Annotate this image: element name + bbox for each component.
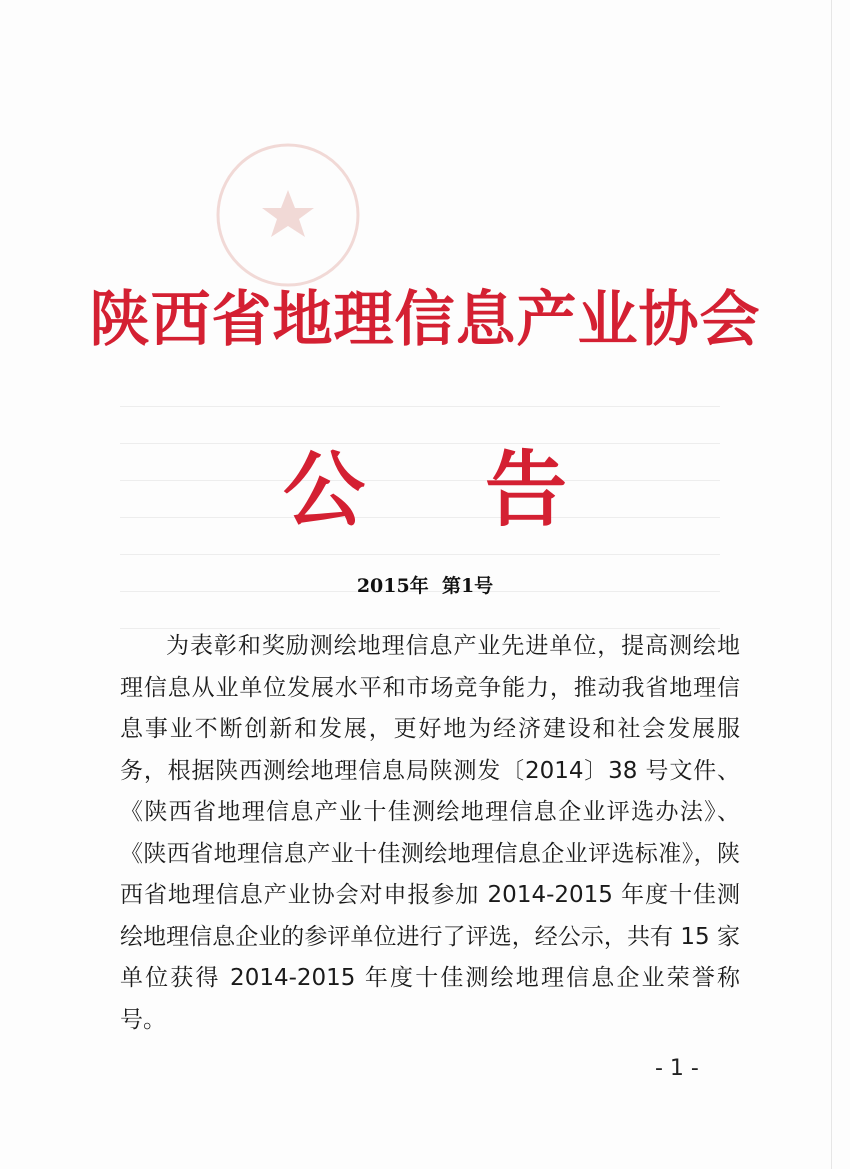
issue-number: 2015年 第1号 xyxy=(356,575,494,597)
page-number: - 1 - xyxy=(655,1056,699,1081)
seal-ghost-icon xyxy=(200,140,376,290)
organization-title: 陕西省地理信息产业协会 xyxy=(89,285,761,355)
notice-title: 公告 xyxy=(282,442,687,538)
body-paragraph: 为表彰和奖励测绘地理信息产业先进单位，提高测绘地理信息从业单位发展水平和市场竞争能力，推动我省地理信息事业不断创新和发展，更好地为经济建设和社会发展服务，根据陕西测绘地理信息局陕测发〔2014〕38 号文件、《陕西省地理信息产业十佳测绘地理信息企业评选办法》、《陕西省地理信息产业十佳测绘地理信息企业评选标准》，陕西省地理信息产业协会对申报参加 2014-2015 年度十佳测绘地理信息企业的参评单位进行了评选，经公示，共有 15 家单位获得 2014-2015 年度十佳测绘地理信息企业荣誉称号。 xyxy=(120,633,740,1033)
